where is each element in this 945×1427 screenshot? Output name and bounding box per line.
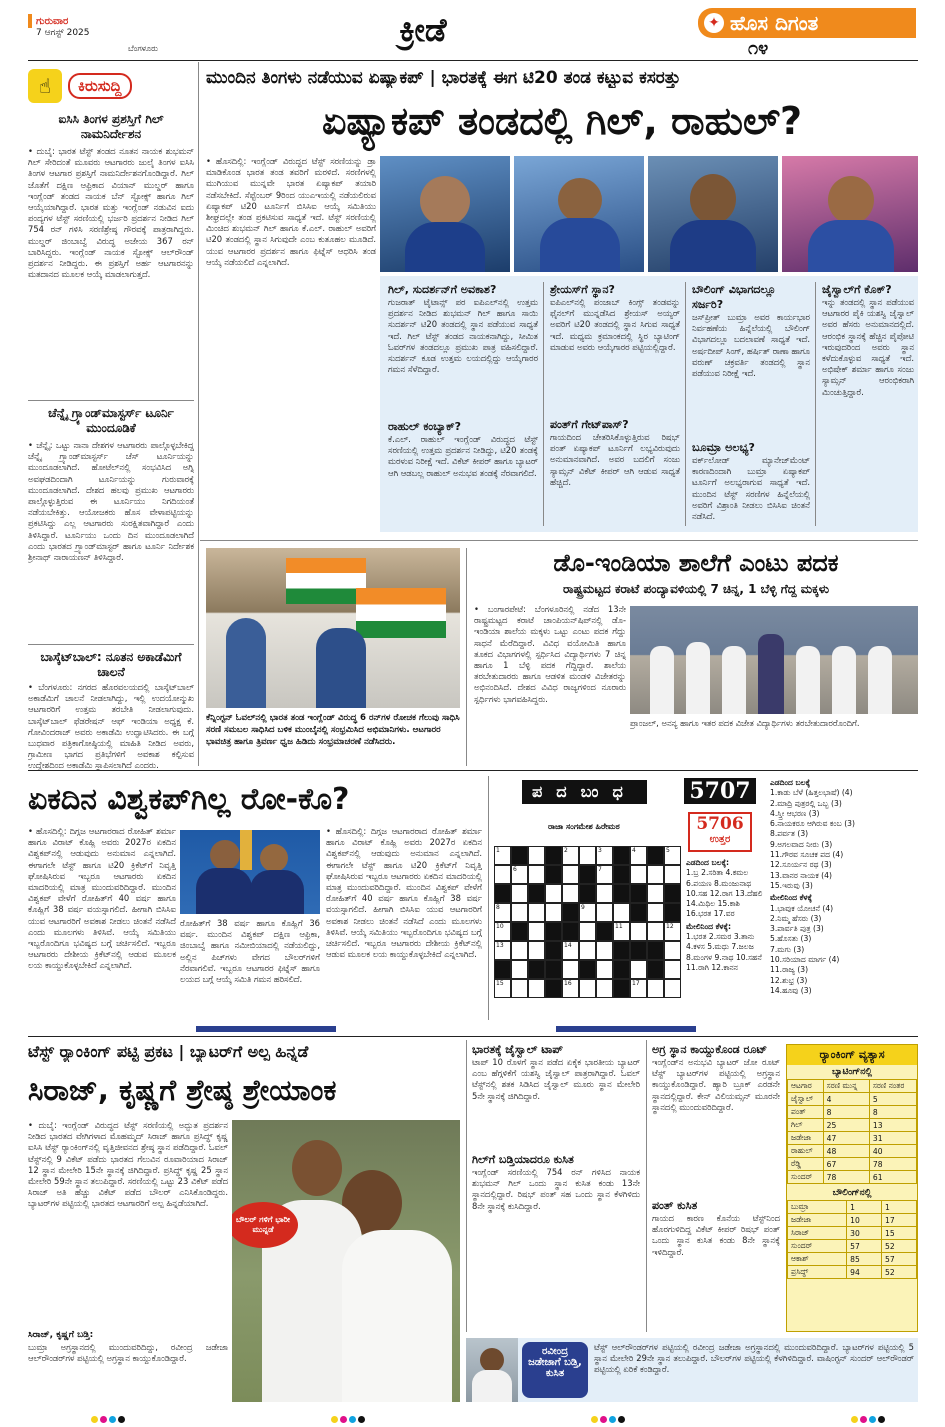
roko-body2: ರೋಹಿತ್‌ಗೆ 38 ವರ್ಷ ಹಾಗೂ ಕೊಹ್ಲಿಗೆ 36 ವರ್ಷ. ಮುಂದಿನ ವಿಶ್ವಕಪ್ ದಕ್ಷಿಣ ಆಫ್ರಿಕಾ, ಜಿಂಬಾಬ್ವೆ ಹಾಗೂ ನಮೀಬಿಯಾದಲ್ಲಿ ನಡೆಯಲಿದ್ದು, ಅಲ್ಲಿನ ಪಿಚ್‌ಗಳು ವೇಗದ ಬೌಲರ್‌ಗಳಿಗೆ ನೆರವಾಗಲಿವೆ. ಇಬ್ಬರೂ ಆಟಗಾರರ ಫಿಟ್ನೆಸ್ ಹಾಗೂ ಲಯದ ಬಗ್ಗೆ ಆಯ್ಕೆ ಸಮಿತಿ ಗಮನ ಹರಿಸಲಿದೆ. [180, 918, 320, 985]
color-bar [556, 1026, 696, 1032]
table-row: ರಾಹುಲ್ 48 40 [788, 1145, 917, 1158]
bowling-head: ಬೌಲಿಂಗ್‌ನಲ್ಲಿ [832, 1188, 872, 1198]
rank-body: • ದುಬೈ: ಇಂಗ್ಲೆಂಡ್ ವಿರುದ್ಧದ ಟೆಸ್ಟ್ ಸರಣಿಯಲ್ಲಿ ಅದ್ಭುತ ಪ್ರದರ್ಶನ ನೀಡಿದ ಭಾರತದ ವೇಗಿಗಳಾದ ಮೊಹಮ್ಮದ್ ಸಿರಾಜ್ ಹಾಗೂ ಪ್ರಸಿದ್ಧ್ ಕೃಷ್ಣ ಐಸಿಸಿ ಟೆಸ್ಟ್ ರ್‍ಯಾಂಕಿಂಗ್‌ನಲ್ಲಿ ವೃತ್ತಿಜೀವನದ ಶ್ರೇಷ್ಠ ಸ್ಥಾನ ಪಡೆದಿದ್ದಾರೆ. ಓವಲ್ ಟೆಸ್ಟ್‌ನಲ್ಲಿ 9 ವಿಕೆಟ್ ಪಡೆದು ಭಾರತದ ಗೆಲುವಿನ ರೂವಾರಿಯಾದ ಸಿರಾಜ್ 12 ಸ್ಥಾನ ಮೇಲೇರಿ 15ನೇ ಸ್ಥಾನಕ್ಕೆ ಜಿಗಿದಿದ್ದಾರೆ. ಪ್ರಸಿದ್ಧ್ ಕೃಷ್ಣ 25 ಸ್ಥಾನ ಮೇಲೇರಿ 59ನೇ ಸ್ಥಾನ ತಲುಪಿದ್ದಾರೆ. ಸರಣಿಯಲ್ಲಿ ಒಟ್ಟು 23 ವಿಕೆಟ್ ಪಡೆದ ಸಿರಾಜ್ ಅತಿ ಹೆಚ್ಚು ವಿಕೆಟ್ ಪಡೆದ ಬೌಲರ್ ಎನಿಸಿಕೊಂಡಿದ್ದರು. ಬ್ಯಾಟರ್‌ಗಳ ಪಟ್ಟಿಯಲ್ಲಿ ಭಾರತದ ಆಟಗಾರರಿಗೆ ಅಲ್ಪ ಹಿನ್ನಡೆಯಾಗಿದೆ. [28, 1120, 228, 1209]
side-story-title: ಗಿಲ್, ಸುದರ್ಶನ್‌ಗೆ ಅವಕಾಶ? [388, 283, 497, 296]
prev-number: 5706 [696, 814, 744, 834]
rank-headline: ಸಿರಾಜ್, ಕೃಷ್ಣಗೆ ಶ್ರೇಷ್ಠ ಶ್ರೇಯಾಂಕ [28, 1073, 337, 1107]
side-story-body: ಗುಜರಾತ್ ಟೈಟಾನ್ಸ್ ಪರ ಐಪಿಎಲ್‌ನಲ್ಲಿ ಉತ್ತಮ ಪ್ರದರ್ಶನ ನೀಡಿದ ಶುಭಮನ್ ಗಿಲ್ ಹಾಗೂ ಸಾಯಿ ಸುದರ್ಶನ್ ಟಿ20 ತಂಡದಲ್ಲಿ ಸ್ಥಾನ ಪಡೆಯುವ ಸಾಧ್ಯತೆ ಇದೆ. ಗಿಲ್ ಟೆಸ್ಟ್ ತಂಡದ ನಾಯಕನಾಗಿದ್ದು, ಸೀಮಿತ ಓವರ್‌ಗಳ ತಂಡದಲ್ಲೂ ಪ್ರಮುಖ ಪಾತ್ರ ವಹಿಸಲಿದ್ದಾರೆ. ಸುದರ್ಶನ್ ಕೂಡ ಉತ್ತಮ ಲಯದಲ್ಲಿದ್ದು ಆಯ್ಕೆಗಾರರ ಗಮನ ಸೆಳೆದಿದ್ದಾರೆ. [388, 297, 538, 375]
shreyas-photo [648, 156, 778, 272]
table-row: ಜಡೇಜಾ 47 31 [788, 1132, 917, 1145]
city: ಬೆಂಗಳೂರು [128, 44, 158, 53]
roko-body-continued: • ಹೊಸದಿಲ್ಲಿ: ದಿಗ್ಗಜ ಆಟಗಾರರಾದ ರೋಹಿತ್ ಶರ್ಮಾ ಹಾಗೂ ವಿರಾಟ್ ಕೊಹ್ಲಿ ಅವರು 2027ರ ಏಕದಿನ ವಿಶ್ವಕಪ್‌ನಲ್ಲಿ ಆಡುವುದು ಅನುಮಾನ ಎನ್ನಲಾಗಿದೆ. ಈಗಾಗಲೇ ಟೆಸ್ಟ್ ಹಾಗೂ ಟಿ20 ಕ್ರಿಕೆಟ್‌ಗೆ ನಿವೃತ್ತಿ ಘೋಷಿಸಿರುವ ಇಬ್ಬರೂ ಆಟಗಾರರು ಏಕದಿನ ಮಾದರಿಯಲ್ಲಿ ಮಾತ್ರ ಮುಂದುವರಿದಿದ್ದಾರೆ. ಮುಂದಿನ ವಿಶ್ವಕಪ್ ವೇಳೆಗೆ ರೋಹಿತ್‌ಗೆ 40 ವರ್ಷ ಹಾಗೂ ಕೊಹ್ಲಿಗೆ 38 ವರ್ಷ ವಯಸ್ಸಾಗಲಿದೆ. ಹೀಗಾಗಿ ಬಿಸಿಸಿಐ ಯುವ ಆಟಗಾರರಿಗೆ ಅವಕಾಶ ನೀಡಲು ಚಿಂತನೆ ನಡೆಸಿದೆ ಎಂದು ಮೂಲಗಳು ತಿಳಿಸಿವೆ. ಆಯ್ಕೆ ಸಮಿತಿಯು ಇಬ್ಬರೊಂದಿಗೂ ಭವಿಷ್ಯದ ಬಗ್ಗೆ ಚರ್ಚಿಸಲಿದೆ. ಇಬ್ಬರೂ ಆಟಗಾರರು ದೇಶೀಯ ಕ್ರಿಕೆಟ್‌ನಲ್ಲಿ ಆಡುವ ಮೂಲಕ ಲಯ ಕಾಯ್ದುಕೊಳ್ಳಬೇಕಿದೆ ಎನ್ನಲಾಗಿದೆ. [326, 826, 482, 960]
brief2-title: ಚೆನ್ನೈ ಗ್ರ್ಯಾಂಡ್‌ಮಾಸ್ಟರ್ಸ್ ಟೂರ್ನಿ ಮುಂದೂಡಿಕೆ [48, 406, 174, 435]
section-rule [200, 540, 918, 541]
jaiswal-body: ಟಾಪ್ 10 ರೊಳಗೆ ಸ್ಥಾನ ಪಡೆದ ಏಕೈಕ ಭಾರತೀಯ ಬ್ಯಾಟರ್ ಎಂಬ ಹೆಗ್ಗಳಿಕೆಗೆ ಯಶಸ್ವಿ ಜೈಸ್ವಾಲ್ ಪಾತ್ರರಾಗಿದ್ದಾರೆ. ಓವಲ್ ಟೆಸ್ಟ್‌ನಲ್ಲಿ ಶತಕ ಸಿಡಿಸಿದ ಜೈಸ್ವಾಲ್ ಮೂರು ಸ್ಥಾನ ಮೇಲೇರಿ 5ನೇ ಸ್ಥಾನಕ್ಕೆ ಜಿಗಿದಿದ್ದಾರೆ. [472, 1057, 640, 1101]
column-rule [543, 282, 544, 526]
table-row: ಸಿರಾಜ್ 30 15 [788, 1227, 917, 1240]
table-row: ಸುಂದರ್ 78 61 [788, 1171, 917, 1184]
side-story-col2 [550, 282, 680, 528]
gill-title: ಗಿಲ್‌ಗೆ ಬಡ್ತಿಯಾದರೂ ಕುಸಿತ [472, 1153, 574, 1166]
table-row: ಜೈಸ್ವಾಲ್ 4 5 [788, 1093, 917, 1106]
clue: 10.ಸರಿಯಾದ ಮಾರ್ಗ (4) [770, 955, 840, 965]
puzzle-number: 5707 [684, 778, 756, 804]
bowling-table [787, 1200, 917, 1279]
clue: 1.ಭಾವುಕ ಯೋಚನೆ (4) [770, 903, 834, 913]
column-rule [646, 1040, 647, 1332]
pant-photo [782, 156, 918, 272]
brief2-body: • ಚೆನ್ನೈ: ಒಟ್ಟು ನಾನಾ ದೇಶಗಳ ಆಟಗಾರರು ಪಾಲ್ಗೊಳ್ಳಬೇಕಿದ್ದ ಚೆನ್ನೈ ಗ್ರ್ಯಾಂಡ್‌ಮಾಸ್ಟರ್ಸ್ ಚೆಸ್ ಟೂರ್ನಿಯನ್ನು ಮುಂದೂಡಲಾಗಿದೆ. ಹೋಟೆಲ್‌ನಲ್ಲಿ ಸಂಭವಿಸಿದ ಅಗ್ನಿ ಅವಘಡದಿಂದಾಗಿ ಟೂರ್ನಿಯನ್ನು ಗುರುವಾರಕ್ಕೆ ಮುಂದೂಡಲಾಗಿದೆ. ದೇಶದ ಹಲವು ಪ್ರಮುಖ ಆಟಗಾರರು ಪಾಲ್ಗೊಳ್ಳುತ್ತಿರುವ ಈ ಟೂರ್ನಿಯು ನಿಗದಿಯಂತೆ ನಡೆಯಬೇಕಿತ್ತು. ಆಯೋಜಕರು ಹೊಸ ವೇಳಾಪಟ್ಟಿಯನ್ನು ಪ್ರಕಟಿಸಿದ್ದು ಎಲ್ಲ ಆಟಗಾರರು ಸುರಕ್ಷಿತವಾಗಿದ್ದಾರೆ ಎಂದು ತಿಳಿಸಿದ್ದಾರೆ. ಟೂರ್ನಿಯು ಒಂದು ದಿನ ಮುಂದೂಡಲಾಗಿದೆ ಎಂದು ಭಾರತದ ಗ್ರ್ಯಾಂಡ್‌ಮಾಸ್ಟರ್ ಹಾಗೂ ಟೂರ್ನಿ ನಿರ್ದೇಶಕ ಶ್ರೀನಾಥ್ ನಾರಾಯಣನ್ ತಿಳಿಸಿದ್ದಾರೆ. [28, 440, 194, 563]
jaiswal-title: ಭಾರತಕ್ಕೆ ಜೈಸ್ವಾಲ್ ಟಾಪ್ [472, 1043, 563, 1056]
clue: 12.ಶುಭ್ರ (3) [770, 975, 808, 985]
side-story-title: ಶ್ರೇಯಸ್‌ಗೆ ಸ್ಥಾನ? [550, 283, 615, 296]
section-title: ಕ್ರೀಡೆ [399, 11, 447, 49]
brief1-body: • ದುಬೈ: ಭಾರತ ಟೆಸ್ಟ್ ತಂಡದ ನೂತನ ನಾಯಕ ಶುಭಮನ್ ಗಿಲ್ ಸೇರಿದಂತೆ ಮೂವರು ಆಟಗಾರರು ಜುಲೈ ತಿಂಗಳ ಐಸಿಸಿ ತಿಂಗಳ ಆಟಗಾರ ಪ್ರಶಸ್ತಿಗೆ ನಾಮನಿರ್ದೇಶನಗೊಂಡಿದ್ದಾರೆ. ಗಿಲ್ ಜೊತೆಗೆ ದಕ್ಷಿಣ ಆಫ್ರಿಕಾದ ವಿಯಾನ್ ಮುಲ್ಡರ್ ಹಾಗೂ ಇಂಗ್ಲೆಂಡ್ ತಂಡದ ನಾಯಕ ಬೆನ್ ಸ್ಟೋಕ್ಸ್ ಹಾಗೂ ಗಿಲ್ ಆಯ್ಕೆಯಾಗಿದ್ದಾರೆ. ಭಾರತ ಮತ್ತು ಇಂಗ್ಲೆಂಡ್ ನಡುವಿನ ಐದು ಪಂದ್ಯಗಳ ಟೆಸ್ಟ್ ಸರಣಿಯಲ್ಲಿ ಭರ್ಜರಿ ಪ್ರದರ್ಶನ ನೀಡಿದ ಗಿಲ್ 754 ರನ್ ಗಳಿಸಿ ಸರಣಿಶ್ರೇಷ್ಠ ಗೌರವಕ್ಕೆ ಪಾತ್ರರಾಗಿದ್ದರು. ಮುಲ್ಡರ್ ಜಿಂಬಾಬ್ವೆ ವಿರುದ್ಧ ಅಜೇಯ 367 ರನ್ ಬಾರಿಸಿದ್ದರು. ಇಂಗ್ಲೆಂಡ್ ನಾಯಕ ಸ್ಟೋಕ್ಸ್ ಆಲ್‌ರೌಂಡ್ ಪ್ರದರ್ಶನ ನೀಡಿದ್ದರು. ಈ ಪ್ರಶಸ್ತಿಗೆ ಅರ್ಹ ಆಟಗಾರನನ್ನು ಮತದಾನದ ಮೂಲಕ ಆಯ್ಕೆ ಮಾಡಲಾಗುತ್ತದೆ. [28, 146, 194, 280]
lead-kicker: ಮುಂದಿನ ತಿಂಗಳು ನಡೆಯುವ ಏಷ್ಯಾಕಪ್ | ಭಾರತಕ್ಕೆ ಈಗ ಟಿ20 ತಂಡ ಕಟ್ಟುವ ಕಸರತ್ತು [206, 68, 681, 88]
clue: 1.ಕಾಡು ಬೆಳೆ (ಹಿತ್ತಲಭಾಷೆ) (4) [770, 788, 853, 798]
clue: 15.ಇರುವು (3) [770, 880, 813, 890]
puzzle-title [522, 780, 647, 804]
paper-name: ಹೊಸ ದಿಗಂತ [730, 11, 819, 35]
briefs-column [28, 66, 194, 770]
clue: 2.ನಿಮ್ಮ ಹೆಸರು (3) [770, 913, 822, 923]
jadeja-body: ಟೆಸ್ಟ್ ಆಲ್‌ರೌಂಡರ್‌ಗಳ ಪಟ್ಟಿಯಲ್ಲಿ ರವೀಂದ್ರ ಜಡೇಜಾ ಅಗ್ರಸ್ಥಾನದಲ್ಲಿ ಮುಂದುವರಿದಿದ್ದಾರೆ. ಬ್ಯಾಟರ್‌ಗಳ ಪಟ್ಟಿಯಲ್ಲಿ 5 ಸ್ಥಾನ ಮೇಲೇರಿ 29ನೇ ಸ್ಥಾನ ತಲುಪಿದ್ದಾರೆ. ಬೌಲರ್‌ಗಳ ಪಟ್ಟಿಯಲ್ಲಿ ಕೆಳಗಿಳಿದಿದ್ದಾರೆ. ವಾಷಿಂಗ್ಟನ್ ಸುಂದರ್ ಆಲ್‌ರೌಂಡರ್ ಪಟ್ಟಿಯಲ್ಲಿ ಏರಿಕೆ ಕಂಡಿದ್ದಾರೆ. [594, 1342, 914, 1375]
pant-body: ಗಾಯದ ಕಾರಣ ಕೊನೆಯ ಟೆಸ್ಟ್‌ನಿಂದ ಹೊರಗುಳಿದಿದ್ದ ವಿಕೆಟ್ ಕೀಪರ್ ರಿಷಭ್ ಪಂತ್ ಒಂದು ಸ್ಥಾನ ಕುಸಿತ ಕಂಡು 8ನೇ ಸ್ಥಾನಕ್ಕೆ ಇಳಿದಿದ್ದಾರೆ. [652, 1213, 780, 1257]
prev-label: ಉತ್ತರ [709, 834, 731, 845]
column-rule [466, 548, 467, 766]
brief3-title: ಬಾಸ್ಕೆಟ್‌ಬಾಲ್: ನೂತನ ಅಕಾಡೆಮಿಗೆ ಚಾಲನೆ [40, 650, 182, 679]
column-rule [815, 282, 816, 526]
karate-sub: ರಾಷ್ಟ್ರಮಟ್ಟದ ಕರಾಟೆ ಪಂದ್ಯಾವಳಿಯಲ್ಲಿ 7 ಚಿನ್ನ, 1 ಬೆಳ್ಳಿ ಗೆದ್ದ ಮಕ್ಕಳು [562, 582, 830, 596]
column-rule [466, 1040, 467, 1332]
side-story-col1 [388, 282, 538, 528]
lead-col1: • ಹೊಸದಿಲ್ಲಿ: ಇಂಗ್ಲೆಂಡ್ ವಿರುದ್ಧದ ಟೆಸ್ಟ್ ಸರಣಿಯನ್ನು ಡ್ರಾ ಮಾಡಿಕೊಂಡ ಭಾರತ ತಂಡ ತವರಿಗೆ ಮರಳಿದೆ. ಸರಣಿಗಳಲ್ಲಿ ಮುಗಿಯುವ ಮುನ್ನವೇ ಭಾರತ ಏಷ್ಯಾಕಪ್ ತಯಾರಿ ನಡೆಸಬೇಕಿದೆ. ಸೆಪ್ಟೆಂಬರ್ 9ರಿಂದ ಯುಎಇಯಲ್ಲಿ ನಡೆಯಲಿರುವ ಏಷ್ಯಾಕಪ್ ಟಿ20 ಟೂರ್ನಿಗೆ ಬಿಸಿಸಿಐ ಆಯ್ಕೆ ಸಮಿತಿಯು ಶೀಘ್ರದಲ್ಲೇ ತಂಡ ಪ್ರಕಟಿಸುವ ಸಾಧ್ಯತೆ ಇದೆ. ಟೆಸ್ಟ್ ಸರಣಿಯಲ್ಲಿ ಮಿಂಚಿದ ಶುಭಮನ್ ಗಿಲ್ ಹಾಗೂ ಕೆ.ಎಲ್. ರಾಹುಲ್ ಅವರಿಗೆ ಟಿ20 ತಂಡದಲ್ಲಿ ಸ್ಥಾನ ಸಿಗುವುದೇ ಎಂಬ ಕುತೂಹಲ ಮೂಡಿದೆ. ಯುವ ಆಟಗಾರರ ಪ್ರದರ್ಶನ ಹಾಗೂ ಫಿಟ್ನೆಸ್ ಆಧರಿಸಿ ತಂಡ ಆಯ್ಕೆ ನಡೆಯಲಿದೆ ಎನ್ನಲಾಗಿದೆ. [206, 156, 376, 267]
column-rule [198, 62, 199, 766]
table-row: ಜಡೇಜಾ 10 17 [788, 1214, 917, 1227]
answers-right-head: ಎಡದಿಂದ ಬಲಕ್ಕೆ: [686, 858, 730, 867]
side-story-title: ರಾಹುಲ್ ಕಂಬ್ಯಾಕ್? [388, 420, 461, 433]
day: ಗುರುವಾರ [36, 15, 69, 27]
rank-body2: ಬುಮ್ರಾ ಅಗ್ರಸ್ಥಾನದಲ್ಲಿ ಮುಂದುವರಿದಿದ್ದು, ರವೀಂದ್ರ ಜಡೇಜಾ ಆಲ್‌ರೌಂಡರ್‌ಗಳ ಪಟ್ಟಿಯಲ್ಲಿ ಅಗ್ರಸ್ಥಾನ ಕಾಯ್ದುಕೊಂಡಿದ್ದಾರೆ. [28, 1342, 228, 1364]
clue: 13.ವಾನರ ನಾಯಕ (4) [770, 870, 832, 880]
player-photos [380, 156, 918, 272]
lamp-icon: ✦ [704, 13, 724, 33]
gill-photo [380, 156, 510, 272]
side-story-body: ವರ್ಕ್‌ಲೋಡ್ ಮ್ಯಾನೇಜ್‌ಮೆಂಟ್ ಕಾರಣದಿಂದಾಗಿ ಬುಮ್ರಾ ಏಷ್ಯಾಕಪ್ ಟೂರ್ನಿಗೆ ಅಲಭ್ಯರಾಗುವ ಸಾಧ್ಯತೆ ಇದೆ. ಮುಂದಿನ ಟೆಸ್ಟ್ ಸರಣಿಗಳ ಹಿನ್ನೆಲೆಯಲ್ಲಿ ಅವರಿಗೆ ವಿಶ್ರಾಂತಿ ನೀಡಲು ಬಿಸಿಸಿಐ ಚಿಂತನೆ ನಡೆಸಿದೆ. [692, 455, 810, 522]
jaiswal-box [472, 1042, 640, 1146]
clue: 9.ಅಗಲವಾದ ನೀರು (3) [770, 839, 833, 849]
col-head: ಸರಣಿ ಮುನ್ನ [823, 1080, 869, 1093]
side-story-col3 [692, 282, 810, 528]
date: 7 ಆಗಸ್ಟ್ 2025 [36, 28, 90, 38]
side-story-body: ಕೆ.ಎಲ್. ರಾಹುಲ್ ಇಂಗ್ಲೆಂಡ್ ವಿರುದ್ಧದ ಟೆಸ್ಟ್ ಸರಣಿಯಲ್ಲಿ ಉತ್ತಮ ಪ್ರದರ್ಶನ ನೀಡಿದ್ದು, ಟಿ20 ತಂಡಕ್ಕೆ ಮರಳುವ ನಿರೀಕ್ಷೆ ಇದೆ. ವಿಕೆಟ್ ಕೀಪರ್ ಹಾಗೂ ಬ್ಯಾಟರ್ ಆಗಿ ಆಡಬಲ್ಲ ರಾಹುಲ್ ಅನುಭವ ತಂಡಕ್ಕೆ ನೆರವಾಗಲಿದೆ. [388, 434, 538, 478]
table-row: ಪ್ರಸಿದ್ಧ್ 94 52 [788, 1266, 917, 1279]
side-story-title: ಬೂಮ್ರಾ ಅಲಭ್ಯ? [692, 441, 755, 454]
clues-right-head: ಎಡದಿಂದ ಬಲಕ್ಕೆ [770, 778, 811, 787]
batting-head: ಬ್ಯಾಟಿಂಗ್‌ನಲ್ಲಿ [831, 1067, 873, 1077]
col-head: ಸರಣಿ ನಂತರ [869, 1080, 916, 1093]
side-story-col4 [822, 282, 914, 528]
registration-marks [90, 1408, 890, 1418]
clues-down-head: ಮೇಲಿನಿಂದ ಕೆಳಕ್ಕೆ [770, 893, 812, 903]
table-row: ಗಿಲ್ 25 13 [788, 1119, 917, 1132]
side-story-body: ಗಾಯದಿಂದ ಚೇತರಿಸಿಕೊಳ್ಳುತ್ತಿರುವ ರಿಷಭ್ ಪಂತ್ ಏಷ್ಯಾಕಪ್ ಟೂರ್ನಿಗೆ ಲಭ್ಯವಿರುವುದು ಅನುಮಾನವಾಗಿದೆ. ಅವರ ಬದಲಿಗೆ ಸಂಜು ಸ್ಯಾಮ್ಸನ್ ವಿಕೆಟ್ ಕೀಪರ್ ಆಗಿ ಆಡುವ ಸಾಧ್ಯತೆ ಹೆಚ್ಚಿದೆ. [550, 432, 680, 487]
roko-photo [180, 830, 320, 914]
brief3-body: • ಬೆಂಗಳೂರು: ನಗರದ ಹೊರವಲಯದಲ್ಲಿ ಬಾಸ್ಕೆಟ್‌ಬಾಲ್ ಅಕಾಡೆಮಿಗೆ ಚಾಲನೆ ನೀಡಲಾಗಿದ್ದು, ಇಲ್ಲಿ ಉದಯೋನ್ಮುಖ ಆಟಗಾರರಿಗೆ ಉತ್ತಮ ತರಬೇತಿ ನೀಡಲಾಗುವುದು. ಬಾಸ್ಕೆಟ್‌ಬಾಲ್ ಫೆಡರೇಷನ್ ಆಫ್ ಇಂಡಿಯಾ ಅಧ್ಯಕ್ಷ ಕೆ. ಗೋವಿಂದರಾಜ್ ಅವರು ಅಕಾಡೆಮಿ ಉದ್ಘಾಟಿಸಿದರು. ಈ ಬಗ್ಗೆ ಬುಧವಾರ ಪತ್ರಿಕಾಗೋಷ್ಠಿಯಲ್ಲಿ ಮಾಹಿತಿ ನೀಡಿದ ಅವರು, ಗ್ರಾಮೀಣ ಭಾಗದ ಪ್ರತಿಭೆಗಳಿಗೆ ಅವಕಾಶ ಕಲ್ಪಿಸುವ ಉದ್ದೇಶದಿಂದ ಅಕಾಡೆಮಿ ಸ್ಥಾಪಿಸಲಾಗಿದೆ ಎಂದರು. [28, 682, 194, 770]
gill-box [472, 1152, 640, 1336]
hand-icon: ☝ [28, 69, 62, 103]
clues [770, 778, 918, 1018]
clue: 11.ಗೌರವ ಸೂಚಕ ಪದ (4) [770, 850, 844, 860]
table-row: ಸುಂದರ್ 57 52 [788, 1240, 917, 1253]
clue: 14.ಹೂವು (3) [770, 985, 812, 995]
clue: 5.ಹೊಸತು (3) [770, 934, 812, 944]
prev-answer-box [688, 812, 752, 852]
clue: 6.ನಾಯಕರೂ ಆಗಿರುವ ಕಂಬ (3) [770, 819, 855, 829]
table-row: ಆಕಾಶ್ 85 57 [788, 1253, 917, 1266]
fans-caption: ಕೆನ್ನಿಂಗ್ಟನ್ ಓವಲ್‌ನಲ್ಲಿ ಭಾರತ ತಂಡ ಇಂಗ್ಲೆಂಡ್ ವಿರುದ್ಧ 6 ರನ್‌ಗಳ ರೋಚಕ ಗೆಲುವು ಸಾಧಿಸಿ ಸರಣಿ ಸಮಬಲ ಸಾಧಿಸಿದ ಬಳಿಕ ಮುಂಬೈನಲ್ಲಿ ಸಂಭ್ರಮಿಸಿದ ಅಭಿಮಾನಿಗಳು. ಆಟಗಾರರ ಭಾವಚಿತ್ರ ಹಾಗೂ ತ್ರಿವರ್ಣ ಧ್ವಜ ಹಿಡಿದು ಸಂಭ್ರಮಾಚರಣೆ ನಡೆಸಿದರು. [206, 713, 460, 747]
karate-photo [630, 606, 918, 714]
side-story-title: ಜೈಸ್ವಾಲ್‌ಗೆ ಕೊಕ್? [822, 283, 892, 296]
clue: 8.ಪರ್ವತ (3) [770, 829, 809, 839]
ranking-table-box [786, 1044, 918, 1332]
col-head: ಆಟಗಾರ [788, 1080, 824, 1093]
jadeja-photo [466, 1338, 518, 1402]
roko-body: • ಹೊಸದಿಲ್ಲಿ: ದಿಗ್ಗಜ ಆಟಗಾರರಾದ ರೋಹಿತ್ ಶರ್ಮಾ ಹಾಗೂ ವಿರಾಟ್ ಕೊಹ್ಲಿ ಅವರು 2027ರ ಏಕದಿನ ವಿಶ್ವಕಪ್‌ನಲ್ಲಿ ಆಡುವುದು ಅನುಮಾನ ಎನ್ನಲಾಗಿದೆ. ಈಗಾಗಲೇ ಟೆಸ್ಟ್ ಹಾಗೂ ಟಿ20 ಕ್ರಿಕೆಟ್‌ಗೆ ನಿವೃತ್ತಿ ಘೋಷಿಸಿರುವ ಇಬ್ಬರೂ ಆಟಗಾರರು ಏಕದಿನ ಮಾದರಿಯಲ್ಲಿ ಮಾತ್ರ ಮುಂದುವರಿದಿದ್ದಾರೆ. ಮುಂದಿನ ವಿಶ್ವಕಪ್ ವೇಳೆಗೆ ರೋಹಿತ್‌ಗೆ 40 ವರ್ಷ ಹಾಗೂ ಕೊಹ್ಲಿಗೆ 38 ವರ್ಷ ವಯಸ್ಸಾಗಲಿದೆ. ಹೀಗಾಗಿ ಬಿಸಿಸಿಐ ಯುವ ಆಟಗಾರರಿಗೆ ಅವಕಾಶ ನೀಡಲು ಚಿಂತನೆ ನಡೆಸಿದೆ ಎಂದು ಮೂಲಗಳು ತಿಳಿಸಿವೆ. ಆಯ್ಕೆ ಸಮಿತಿಯು ಇಬ್ಬರೊಂದಿಗೂ ಭವಿಷ್ಯದ ಬಗ್ಗೆ ಚರ್ಚಿಸಲಿದೆ. ಇಬ್ಬರೂ ಆಟಗಾರರು ದೇಶೀಯ ಕ್ರಿಕೆಟ್‌ನಲ್ಲಿ ಆಡುವ ಮೂಲಕ ಲಯ ಕಾಯ್ದುಕೊಳ್ಳಬೇಕಿದೆ ಎನ್ನಲಾಗಿದೆ. [28, 826, 176, 971]
root-body: ಇಂಗ್ಲೆಂಡ್‌ನ ಅನುಭವಿ ಬ್ಯಾಟರ್ ಜೋ ರೂಟ್ ಟೆಸ್ಟ್ ಬ್ಯಾಟರ್‌ಗಳ ಪಟ್ಟಿಯಲ್ಲಿ ಅಗ್ರಸ್ಥಾನ ಕಾಯ್ದುಕೊಂಡಿದ್ದಾರೆ. ಹ್ಯಾರಿ ಬ್ರೂಕ್ ಎರಡನೇ ಸ್ಥಾನದಲ್ಲಿದ್ದಾರೆ. ಕೇನ್ ವಿಲಿಯಮ್ಸನ್ ಮೂರನೇ ಸ್ಥಾನದಲ್ಲಿ ಮುಂದುವರಿದಿದ್ದಾರೆ. [652, 1057, 780, 1112]
side-story-title: ಬೌಲಿಂಗ್ ವಿಭಾಗದಲ್ಲೂ ಸರ್ಜರಿ? [692, 283, 776, 311]
kirusuddi-badge [28, 66, 194, 106]
column-rule [488, 776, 489, 1020]
table-row: ಪಂತ್ 8 8 [788, 1106, 917, 1119]
table-row: ಬುಮ್ರಾ 1 1 [788, 1201, 917, 1214]
side-story-title: ಪಂತ್‌ಗೆ ಗೇಟ್‌ಪಾಸ್? [550, 418, 629, 431]
color-bar [196, 1026, 336, 1032]
table-row: ರೆಡ್ಡಿ 67 78 [788, 1158, 917, 1171]
roko-headline: ಏಕದಿನ ವಿಶ್ವಕಪ್‌ಗಿಲ್ಲ ರೋ-ಕೊ? [28, 782, 350, 817]
rank-tag-text: ಬೌಲರ್ ಗಳಿಗೆ ಭಾರೀ ಮುನ್ನಡೆ [235, 1215, 291, 1234]
clue: 3.ಪಾರ್ವತಿ ಪುತ್ರ (3) [770, 924, 824, 934]
jadeja-title: ರವೀಂದ್ರ ಜಡೇಜಾಗೆ ಬಡ್ತಿ, ಕುಸಿತ [522, 1342, 588, 1398]
answers-down: 1.ಭರತ 2.ಸಮರ 3.ತಾನು 4.ಕಳಸ 5.ಮಧು 7.ಜಲಜ 8.ಮಂಗಳ 9.ನಾಥ 10.ಸಹನೆ 11.ರಾಗಿ 12.ಕಾನನ [686, 932, 762, 972]
rank-kicker: ಟೆಸ್ಟ್ ರ್‍ಯಾಂಕಿಂಗ್ ಪಟ್ಟಿ ಪ್ರಕಟ | ಬ್ಯಾಟರ್‌ಗೆ ಅಲ್ಪ ಹಿನ್ನಡೆ [28, 1042, 309, 1061]
date-block [28, 14, 148, 38]
root-box [652, 1042, 780, 1192]
pant-box [652, 1198, 780, 1334]
pant-title: ಪಂತ್ ಕುಸಿತ [652, 1199, 698, 1212]
kirusuddi-label: ಕಿರುಸುದ್ದಿ [68, 73, 132, 99]
clue: 12.ಸೂರ್ಯನ ರಥ (3) [770, 860, 832, 870]
divider [28, 644, 194, 645]
batting-table [787, 1079, 917, 1184]
lead-headline: ಏಷ್ಯಾಕಪ್ ತಂಡದಲ್ಲಿ ಗಿಲ್, ರಾಹುಲ್? [322, 99, 802, 143]
puzzle-title-text: ಪದಬಂಧ [522, 780, 647, 804]
side-story-body: ಐಪಿಎಲ್‌ನಲ್ಲಿ ಪಂಜಾಬ್ ಕಿಂಗ್ಸ್ ತಂಡವನ್ನು ಫೈನಲ್‌ಗೆ ಮುನ್ನಡೆಸಿದ ಶ್ರೇಯಸ್ ಅಯ್ಯರ್ ಅವರಿಗೆ ಟಿ20 ತಂಡದಲ್ಲಿ ಸ್ಥಾನ ಸಿಗುವ ಸಾಧ್ಯತೆ ಇದೆ. ಮಧ್ಯಮ ಕ್ರಮಾಂಕದಲ್ಲಿ ಸ್ಥಿರ ಬ್ಯಾಟಿಂಗ್ ಮಾಡುವ ಅವರು ಆಯ್ಕೆಗಾರರ ಪಟ್ಟಿಯಲ್ಲಿದ್ದಾರೆ. [550, 297, 680, 352]
fans-photo [206, 548, 460, 708]
answers-down-head: ಮೇಲಿನಿಂದ ಕೆಳಕ್ಕೆ: [686, 921, 732, 931]
answers-right: 1.ಬ್ರ 2.ಸರಿತಾ 4.ಕಮಲ 6.ಪಯಣ 8.ಮಂಜುನಾಥ 10.ಸಹ 12.ರಾಗ 13.ದೆಹಲಿ 14.ಮಿಥಿಲ 15.ಕಾಶಿ 16.ಭರತ 17.ವರ [686, 868, 763, 919]
prev-answers [686, 858, 766, 1018]
brief1-title: ಐಸಿಸಿ ತಿಂಗಳ ಪ್ರಶಸ್ತಿಗೆ ಗಿಲ್ ನಾಮನಿರ್ದೇಶನ [58, 112, 164, 141]
puzzle-author: ರಾಜಾ ಸಂಗಮೇಶ ಹಿರೇಮಠ [548, 822, 620, 831]
karate-body: • ಬಂಗಾರಪೇಟೆ: ಬೆಂಗಳೂರಿನಲ್ಲಿ ನಡೆದ 13ನೇ ರಾಷ್ಟ್ರಮಟ್ಟದ ಕರಾಟೆ ಚಾಂಪಿಯನ್‌ಷಿಪ್‌ನಲ್ಲಿ ಡೊ-ಇಂಡಿಯಾ ಶಾಲೆಯ ಮಕ್ಕಳು ಒಟ್ಟು ಎಂಟು ಪದಕ ಗೆದ್ದು ಸಾಧನೆ ಮೆರೆದಿದ್ದಾರೆ. ವಿವಿಧ ವಯೋಮಿತಿ ಹಾಗೂ ತೂಕದ ವಿಭಾಗಗಳಲ್ಲಿ ಸ್ಪರ್ಧಿಸಿದ ವಿದ್ಯಾರ್ಥಿಗಳು 7 ಚಿನ್ನ ಹಾಗೂ 1 ಬೆಳ್ಳಿ ಪದಕ ಗೆದ್ದಿದ್ದಾರೆ. ಶಾಲೆಯ ತರಬೇತುದಾರರು ಹಾಗೂ ಆಡಳಿತ ಮಂಡಳಿ ವಿಜೇತರನ್ನು ಅಭಿನಂದಿಸಿದೆ. ದೇಶದ ವಿವಿಧ ರಾಜ್ಯಗಳಿಂದ ನೂರಾರು ಸ್ಪರ್ಧಿಗಳು ಭಾಗವಹಿಸಿದ್ದರು. [474, 604, 626, 704]
siraj-photo [232, 1120, 460, 1402]
side-story-body: ಇನ್ನು ತಂಡದಲ್ಲಿ ಸ್ಥಾನ ಪಡೆಯುವ ಆಟಗಾರರ ಪೈಕಿ ಯಶಸ್ವಿ ಜೈಸ್ವಾಲ್ ಅವರ ಹೆಸರು ಅನುಮಾನದಲ್ಲಿದೆ. ಆರಂಭಿಕ ಸ್ಥಾನಕ್ಕೆ ಹೆಚ್ಚಿನ ಪೈಪೋಟಿ ಇರುವುದರಿಂದ ಅವರು ಸ್ಥಾನ ಕಳೆದುಕೊಳ್ಳುವ ಸಾಧ್ಯತೆ ಇದೆ. ಅಭಿಷೇಕ್ ಶರ್ಮಾ ಹಾಗೂ ಸಂಜು ಸ್ಯಾಮ್ಸನ್ ಆರಂಭಿಕರಾಗಿ ಮಿಂಚುತ್ತಿದ್ದಾರೆ. [822, 297, 914, 397]
karate-headline: ಡೊ-ಇಂಡಿಯಾ ಶಾಲೆಗೆ ಎಂಟು ಪದಕ [553, 549, 839, 577]
clue: 2.ಮಾದ್ರಿ ಪುತ್ರರಲ್ಲಿ ಒಬ್ಬ (3) [770, 798, 842, 808]
karate-caption: ಪ್ರಾಂಜಲ್, ಅನನ್ಯ ಹಾಗೂ ಇತರ ಪದಕ ವಿಜೇತ ವಿದ್ಯಾರ್ಥಿಗಳು ತರಬೇತುದಾರರೊಂದಿಗೆ. [630, 718, 860, 728]
header-rule [28, 60, 918, 61]
rank-sub2: ಸಿರಾಜ್, ಕೃಷ್ಣಗೆ ಬಡ್ತಿ: [28, 1330, 94, 1340]
section-rule [28, 770, 918, 771]
ranking-table-title: ರ್‍ಯಾಂಕಿಂಗ್ ವ್ಯತ್ಯಾಸ [787, 1045, 917, 1065]
crossword-grid[interactable]: 1 2 3 4 5 6 7 8 9 10 11 12 13 14 15 16 17 [494, 846, 682, 1016]
column-rule [685, 282, 686, 526]
clue: 7.ಮಗು (3) [770, 944, 805, 954]
divider [28, 400, 194, 401]
page-number: ೧೪ [748, 38, 769, 59]
side-story-body: ಜಸ್‌ಪ್ರೀತ್ ಬುಮ್ರಾ ಅವರ ಕಾರ್ಯಭಾರ ನಿರ್ವಹಣೆಯ ಹಿನ್ನೆಲೆಯಲ್ಲಿ ಬೌಲಿಂಗ್ ವಿಭಾಗದಲ್ಲೂ ಬದಲಾವಣೆ ಸಾಧ್ಯತೆ ಇದೆ. ಅರ್ಷದೀಪ್ ಸಿಂಗ್, ಹರ್ಷಿತ್ ರಾಣಾ ಹಾಗೂ ವರುಣ್ ಚಕ್ರವರ್ತಿ ತಂಡದಲ್ಲಿ ಸ್ಥಾನ ಪಡೆಯುವ ನಿರೀಕ್ಷೆ ಇದೆ. [692, 312, 810, 379]
masthead [28, 8, 918, 60]
gill-body: ಇಂಗ್ಲೆಂಡ್ ಸರಣಿಯಲ್ಲಿ 754 ರನ್ ಗಳಿಸಿದ ನಾಯಕ ಶುಭಮನ್ ಗಿಲ್ ಒಂದು ಸ್ಥಾನ ಕುಸಿತ ಕಂಡು 13ನೇ ಸ್ಥಾನದಲ್ಲಿದ್ದಾರೆ. ರಿಷಭ್ ಪಂತ್ ಸಹ ಒಂದು ಸ್ಥಾನ ಕೆಳಗಿಳಿದು 8ನೇ ಸ್ಥಾನಕ್ಕೆ ಕುಸಿದಿದ್ದಾರೆ. [472, 1167, 640, 1211]
roko-body-col3 [326, 826, 482, 1016]
clue: 11.ರಾಜ್ಯ (3) [770, 965, 809, 975]
rahul-photo [514, 156, 644, 272]
section-rule [28, 1036, 918, 1037]
paper-logo [698, 8, 916, 38]
clue: 4.ಸ್ತ್ರೀ ಆಭರಣ (3) [770, 808, 820, 818]
root-title: ಅಗ್ರ ಸ್ಥಾನ ಕಾಯ್ದುಕೊಂಡ ರೂಟ್ [652, 1043, 768, 1056]
